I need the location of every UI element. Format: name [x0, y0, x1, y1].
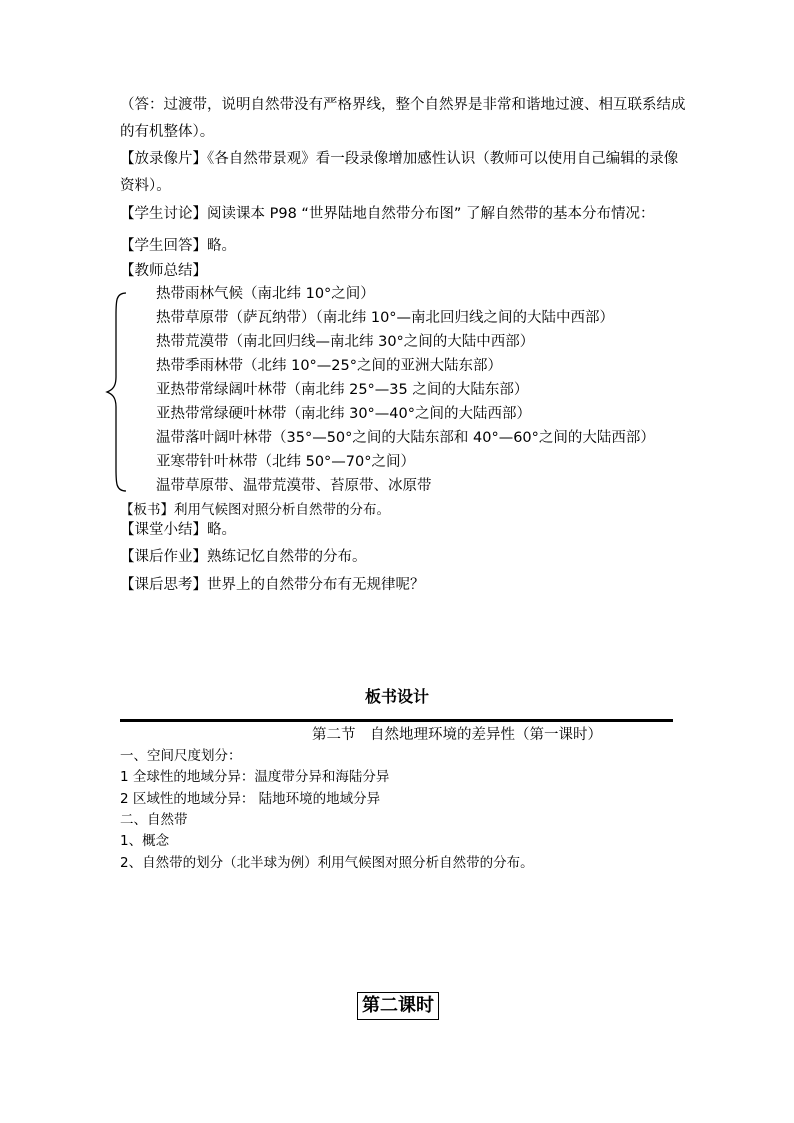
- homework: 【课后作业】熟练记忆自然带的分布。: [120, 549, 367, 565]
- zone-item: 温带草原带、温带荒漠带、苔原带、冰原带: [156, 478, 432, 494]
- board-line: 1、概念: [120, 833, 170, 849]
- zone-item: 温带落叶阔叶林带（35°—50°之间的大陆东部和 40°—60°之间的大陆西部）: [156, 430, 655, 446]
- zone-item: 热带季雨林带（北纬 10°—25°之间的亚洲大陆东部）: [156, 358, 503, 374]
- zone-item: 热带荒漠带（南北回归线—南北纬 30°之间的大陆中西部）: [156, 334, 535, 350]
- board-line: 一、空间尺度划分：: [120, 748, 242, 764]
- class-summary: 【课堂小结】略。: [120, 522, 236, 538]
- answer-line-2: 的有机整体）。: [120, 124, 215, 140]
- zone-item: 热带雨林气候（南北纬 10°之间）: [156, 286, 375, 302]
- video-line-1: 【放录像片】《各自然带景观》看一段录像增加感性认识（教师可以使用自己编辑的录像: [120, 151, 679, 167]
- student-discussion: 【学生讨论】阅读课本 P98 “世界陆地自然带分布图” 了解自然带的基本分布情况：: [120, 206, 655, 222]
- second-lesson-label: 第二课时: [357, 992, 439, 1020]
- divider: [120, 719, 673, 722]
- board-line: 二、自然带: [120, 812, 188, 828]
- zone-item: 热带草原带（萨瓦纳带）（南北纬 10°—南北回归线之间的大陆中西部）: [156, 310, 615, 326]
- board-line: 2、自然带的划分（北半球为例）利用气候图对照分析自然带的分布。: [120, 855, 534, 871]
- section-title: 第二节 自然地理环境的差异性（第一课时）: [312, 727, 602, 743]
- zone-item: 亚热带常绿硬叶林带（南北纬 30°—40°之间的大陆西部）: [156, 406, 532, 422]
- answer-line-1: （答：过渡带，说明自然带没有严格界线，整个自然界是非常和谐地过渡、相互联系结成: [120, 97, 686, 113]
- video-line-2: 资料）。: [120, 178, 171, 194]
- board-design-title: 板书设计: [364, 687, 429, 706]
- zone-item: 亚寒带针叶林带（北纬 50°—70°之间）: [156, 454, 416, 470]
- board-note: 【板书】利用气候图对照分析自然带的分布。: [120, 502, 390, 518]
- curly-brace-icon: [104, 291, 128, 493]
- student-answer: 【学生回答】略。: [120, 238, 236, 254]
- teacher-summary-heading: 【教师总结】: [120, 263, 207, 279]
- zone-item: 亚热带常绿阔叶林带（南北纬 25°—35 之间的大陆东部）: [156, 382, 529, 398]
- board-line: 1 全球性的地域分异：温度带分异和海陆分异: [120, 769, 390, 785]
- reflection: 【课后思考】世界上的自然带分布有无规律呢？: [120, 577, 425, 593]
- board-line: 2 区域性的地域分异： 陆地环境的地域分异: [120, 791, 381, 807]
